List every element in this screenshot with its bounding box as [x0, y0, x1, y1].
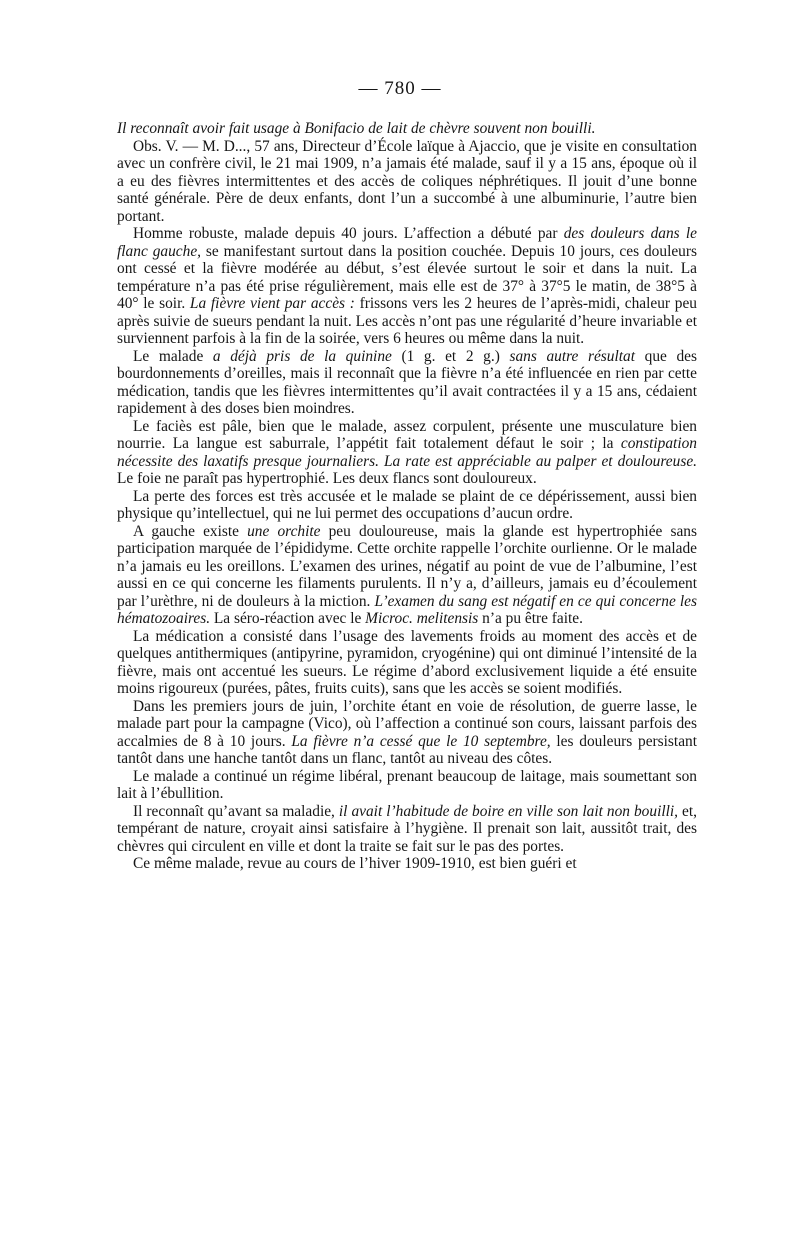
- paragraph: [117, 628, 697, 698]
- paragraph: [117, 698, 697, 768]
- text-run: Le malade: [133, 347, 213, 365]
- italic-text-run: une orchite: [247, 522, 321, 540]
- body-text: [117, 120, 697, 873]
- text-run: se manifestant surtout dans la position couchée. Depuis 10 jours, ces douleurs ont cessé et la fièvre modérée au début, s’est élevée surtout le soir et dans la nuit. La température n’a pas été prise régulièrement, mais elle est de 37° à 37°5 le matin, de 38°5 à 40° le soir.: [117, 242, 697, 312]
- text-run: La perte des forces est très accusée et le malade se plaint de ce dépérissement, aussi bien physique qu’intellectuel, qui ne lui permet des occupations d’aucun ordre.: [117, 487, 697, 522]
- paragraph: [117, 488, 697, 523]
- page-number: — 780 —: [358, 78, 442, 99]
- italic-text-run: La fièvre vient par accès :: [189, 295, 355, 312]
- text-run: Ce même malade, revue au cours de l’hiver 1909-1910, est bien guéri et: [133, 855, 577, 872]
- paragraph: [117, 523, 697, 628]
- italic-text-run: il avait l’habitude de boire en ville son lait non bouilli,: [338, 802, 679, 820]
- text-run: Le foie ne paraît pas hypertrophié. Les deux flancs sont douloureux.: [117, 470, 537, 487]
- italic-text-run: des douleurs dans le flanc gauche,: [117, 225, 697, 260]
- text-run: La médication a consisté dans l’usage des lavements froids au moment des accès et de quelques antithermiques (antipyrine, pyramidon, cryogénine) qui ont diminué l’intensité de la fièvre, mais ont accentué les sueurs. Le régime d’abord exclusivement liquide a été ensuite moins rigoureux (purées, pâtes, fruits cuits), sans que les accès se soient modifiés.: [117, 627, 697, 697]
- italic-text-run: La fièvre n’a cessé que le 10 septembre,: [291, 732, 551, 750]
- text-run: Le faciès est pâle, bien que le malade, assez corpulent, présente une musculature bien nourrie. La langue est saburrale, l’appétit fait totalement défaut le soir ; la: [117, 417, 697, 452]
- paragraph: [117, 138, 697, 226]
- italic-text-run: constipation nécessite des laxatifs presque journaliers. La rate est appréciable au palper et douloureuse.: [117, 435, 697, 470]
- paragraph: [117, 348, 697, 418]
- text-run: A gauche existe: [133, 522, 248, 540]
- italic-text-run: Il reconnaît avoir fait usage à Bonifacio de lait de chèvre souvent non bouilli.: [117, 120, 596, 137]
- paragraph: [117, 120, 697, 138]
- paragraph: [117, 225, 697, 348]
- italic-text-run: a déjà pris de la quinine: [212, 347, 392, 365]
- italic-text-run: Microc. melitensis: [365, 610, 479, 627]
- paragraph: [117, 803, 697, 856]
- italic-text-run: L’examen du sang est négatif en ce qui concerne les hématozoaires.: [117, 592, 697, 627]
- text-run: Il reconnaît qu’avant sa maladie,: [133, 802, 339, 820]
- text-run: Le malade a continué un régime libéral, prenant beaucoup de laitage, mais soumettant son lait à l’ébullition.: [117, 767, 697, 802]
- text-run: Dans les premiers jours de juin, l’orchite étant en voie de résolution, de guerre lasse, le malade part pour la campagne (Vico), où l’affection a continué son cours, laissant parfois des accalmies de 8 à 10 jours.: [117, 697, 697, 750]
- paragraph: [117, 768, 697, 803]
- text-run: La séro-réaction avec le: [210, 610, 366, 627]
- text-run: Obs. V. — M. D..., 57 ans, Directeur d’École laïque à Ajaccio, que je visite en consultation avec un confrère civil, le 21 mai 1909, n’a jamais été malade, sauf il y a 15 ans, époque où il a eu des fièvres intermittentes et des accès de coliques néphrétiques. Il jouit d’une bonne santé générale. Père de deux enfants, dont l’un a succombé à une albuminurie, l’autre bien portant.: [117, 137, 697, 225]
- text-run: les douleurs persistant tantôt dans une hanche tantôt dans un flanc, tantôt au niveau des côtes.: [117, 732, 697, 767]
- text-run: Homme robuste, malade depuis 40 jours. L’affection a débuté par: [133, 225, 564, 242]
- text-run: (1 g. et 2 g.): [391, 347, 510, 365]
- text-run: peu douloureuse, mais la glande est hypertrophiée sans participation marquée de l’épididyme. Cette orchite rappelle l’orchite ourlienne. Or le malade n’a jamais eu les oreillons. L’examen des urines, négatif au point de vue de l’albumine, l’est aussi en ce qui concerne les filaments purulents. Il n’y a, d’ailleurs, jamais eu d’écoulement par l’urèthre, ni de douleurs à la miction.: [117, 522, 697, 610]
- paragraph: [117, 855, 697, 873]
- text-run: n’a pu être faite.: [478, 610, 583, 627]
- paragraph: [117, 418, 697, 488]
- text-run: que des bourdonnements d’oreilles, mais il reconnaît que la fièvre n’a été influencée en rien par cette médication, tandis que les fièvres intermittentes qu’il avait contractées il y a 15 ans, cédaient rapidement à des doses bien moindres.: [117, 347, 698, 417]
- text-run: et, tempérant de nature, croyait ainsi satisfaire à l’hygiène. Il prenait son lait, aussitôt trait, des chèvres qui circulent en ville et dont la traite se fait sur le pas des portes.: [117, 802, 697, 855]
- text-run: frissons vers les 2 heures de l’après-midi, chaleur peu après suivie de sueurs pendant la nuit. Les accès n’ont pas une régularité d’heure invariable et surviennent parfois à la fin de la soirée, vers 6 heures ou même dans la nuit.: [117, 295, 697, 347]
- italic-text-run: sans autre résultat: [509, 347, 636, 365]
